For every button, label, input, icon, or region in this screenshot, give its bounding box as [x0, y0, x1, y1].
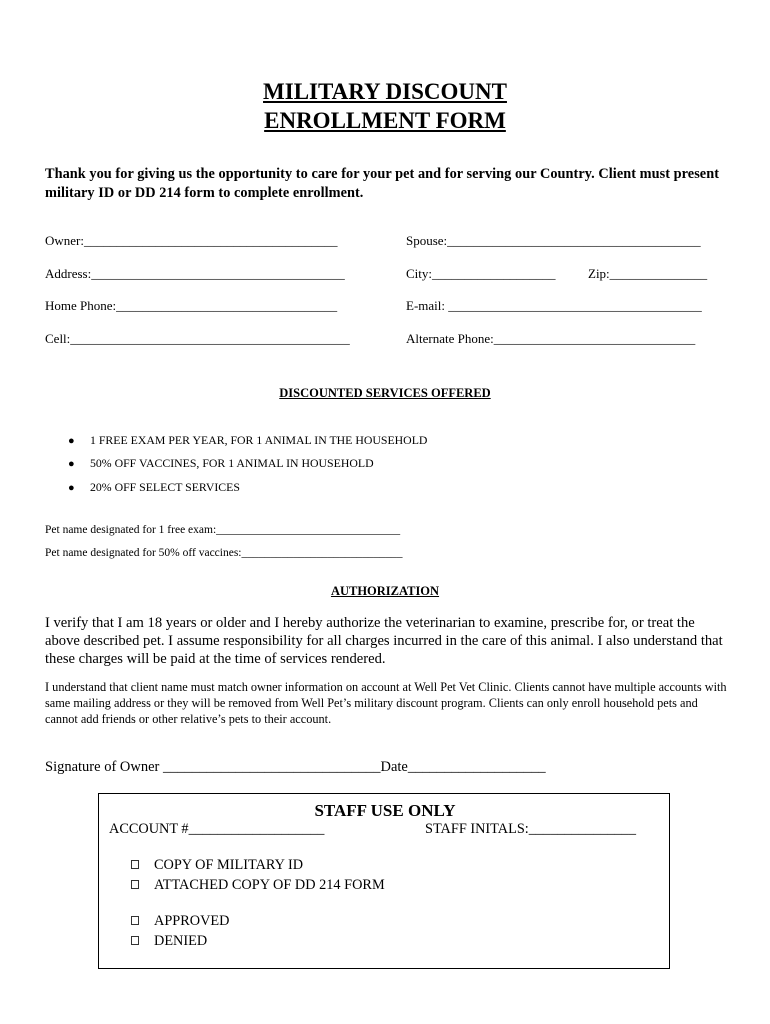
bullet-icon: ●: [68, 482, 75, 494]
checkbox-military-id[interactable]: [131, 857, 303, 874]
service-item-label: 50% OFF VACCINES, FOR 1 ANIMAL IN HOUSEHOLD: [90, 456, 374, 470]
form-title-line-1: MILITARY DISCOUNT: [263, 79, 507, 104]
home-phone-field[interactable]: Home Phone:__________________________________: [45, 298, 338, 313]
checkbox-dd214[interactable]: [131, 877, 385, 894]
authorization-paragraph-1: I verify that I am 18 years or older and I hereby authorize the veterinarian to examine, prescribe for, or treat the above described pet. I assume responsibility for all charges incurred in the care of this animal. I also understand that these charges will be paid at the time of services rendered.: [45, 615, 723, 667]
pet-vaccines-field[interactable]: Pet name designated for 50% off vaccines:____________________________: [45, 547, 403, 559]
authorization-heading: AUTHORIZATION: [330, 584, 440, 598]
staff-use-title: STAFF USE ONLY: [314, 801, 456, 820]
spouse-field[interactable]: Spouse:_______________________________________: [406, 233, 701, 248]
zip-field[interactable]: Zip:_______________: [588, 266, 708, 281]
checkbox-label: COPY OF MILITARY ID: [154, 857, 304, 873]
checkbox-icon: [131, 916, 139, 925]
checkbox-label: DENIED: [154, 933, 208, 949]
city-field[interactable]: City:___________________: [406, 266, 556, 281]
bullet-icon: ●: [68, 435, 75, 447]
checkbox-icon: [131, 860, 139, 869]
checkbox-label: APPROVED: [154, 913, 230, 929]
checkbox-denied[interactable]: [131, 933, 207, 950]
owner-field[interactable]: Owner:_______________________________________: [45, 233, 338, 248]
pet-free-exam-field[interactable]: Pet name designated for 1 free exam:________________________________: [45, 524, 401, 536]
service-item: [68, 433, 427, 448]
intro-text: Thank you for giving us the opportunity to care for your pet and for serving our Country. Client must present military ID or DD 214 form to complete enrollment.: [45, 166, 720, 201]
service-item-label: 1 FREE EXAM PER YEAR, FOR 1 ANIMAL IN THE HOUSEHOLD: [90, 433, 428, 447]
signature-date-line[interactable]: Signature of Owner ______________________________Date___________________: [45, 759, 546, 775]
checkbox-label: ATTACHED COPY OF DD 214 FORM: [154, 877, 385, 893]
alternate-phone-field[interactable]: Alternate Phone:_______________________________: [406, 331, 696, 346]
service-item: [68, 456, 374, 471]
form-title-line-2: ENROLLMENT FORM: [264, 108, 506, 133]
checkbox-icon: [131, 880, 139, 889]
checkbox-icon: [131, 936, 139, 945]
email-field[interactable]: E-mail: _______________________________________: [406, 298, 702, 313]
staff-use-box: [98, 793, 670, 969]
service-item: [68, 480, 240, 495]
account-number-field[interactable]: ACCOUNT #___________________: [109, 821, 325, 837]
staff-initials-field[interactable]: STAFF INITALS:_______________: [425, 821, 636, 837]
cell-field[interactable]: Cell:___________________________________________: [45, 331, 350, 346]
bullet-icon: ●: [68, 458, 75, 470]
checkbox-approved[interactable]: [131, 913, 229, 930]
address-field[interactable]: Address:_______________________________________: [45, 266, 345, 281]
authorization-paragraph-2: I understand that client name must match owner information on account at Well Pet Vet Clinic. Clients cannot have multiple accounts with same mailing address or they will be removed from Well Pet’s military discount program. Clients can only enroll household pets and cannot add friends or other relative’s pets to their account.: [45, 680, 727, 727]
services-heading: DISCOUNTED SERVICES OFFERED: [279, 386, 491, 400]
service-item-label: 20% OFF SELECT SERVICES: [90, 480, 240, 494]
